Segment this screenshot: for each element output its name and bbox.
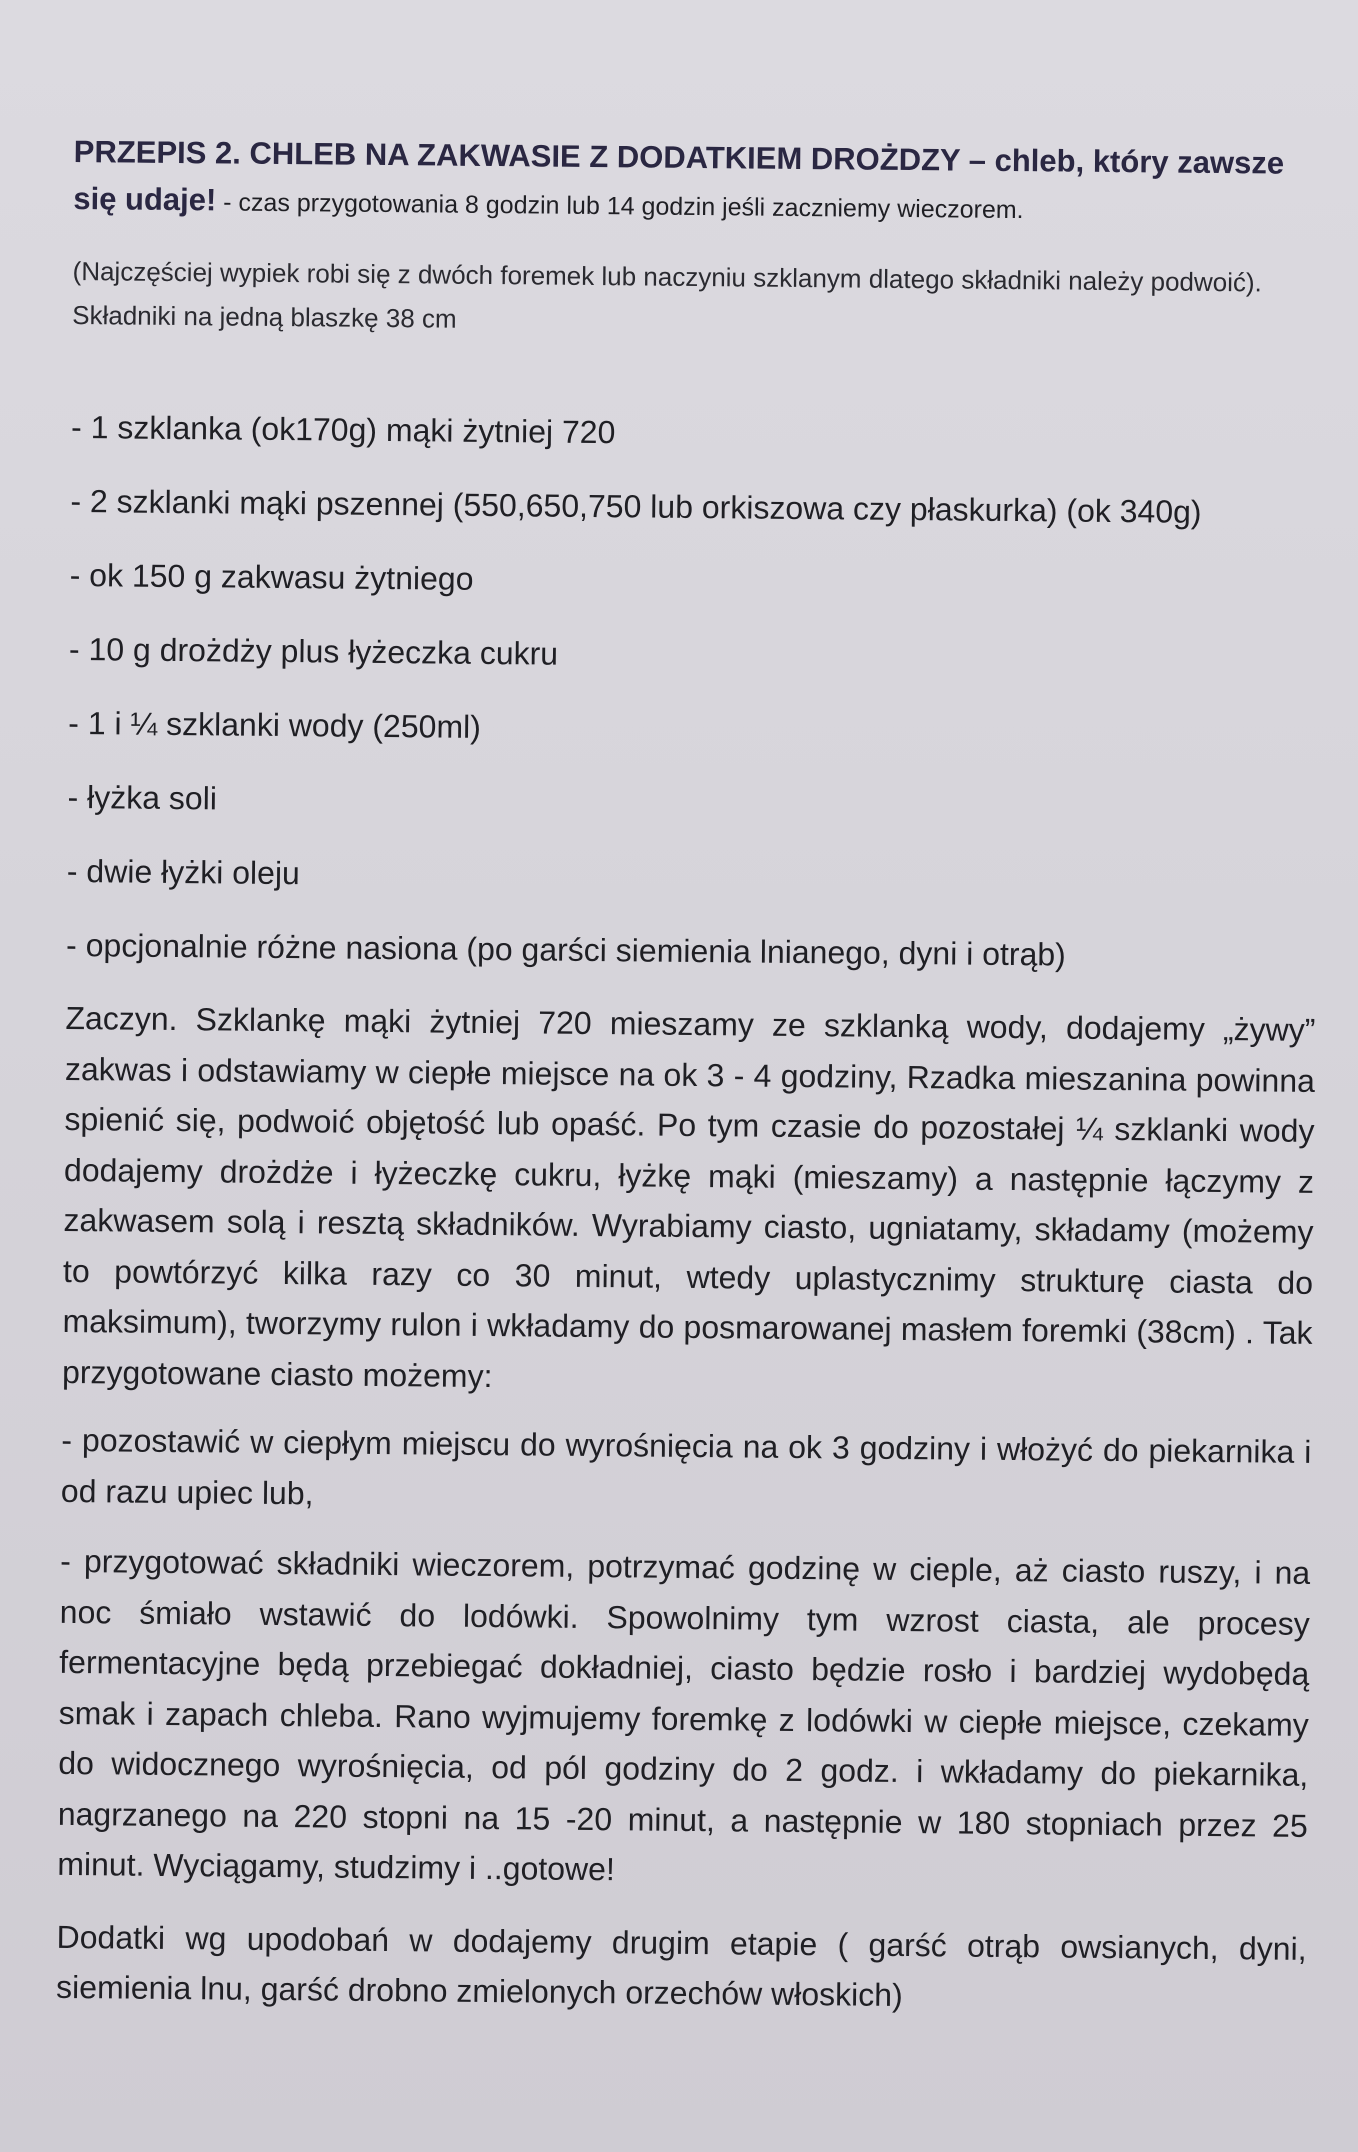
- ingredient-item: - łyżka soli: [67, 778, 218, 817]
- ingredient-item: - 1 i ¼ szklanki wody (250ml): [68, 704, 482, 745]
- ingredient-item: - 2 szklanki mąki pszennej (550,650,750 lub orkiszowa czy płaskurka) (ok 340g): [70, 482, 1202, 530]
- ingredient-item: - 10 g drożdży plus łyżeczka cukru: [68, 630, 559, 672]
- baking-option-overnight: - przygotować składniki wieczorem, potrzymać godzinę w cieple, aż ciasto ruszy, i na noc śmiało wstawić do lodówki. Spowolnimy tym wzrost ciasta, ale procesy fermentacyjne będą przebiegać dokładniej, ciasto będzie rosło i bardziej wydobędą smak i zapach chleba. Rano wyjmujemy foremkę z lodówki w ciepłe miejsce, czekamy do widocznego wyrośnięcia, od pól godziny do 2 godz. i wkładamy do piekarnika, nagrzanego na 220 stopni na 15 -20 minut, a następnie w 180 stopniach przez 25 minut. Wyciągamy, studzimy i ..gotowe!: [57, 1542, 1311, 1888]
- servings-note: (Najczęściej wypiek robi się z dwóch foremek lub naczyniu szklanym dlatego składniki należy podwoić). Składniki na jedną blaszkę 38 cm: [72, 255, 1263, 334]
- ingredient-item: - dwie łyżki oleju: [66, 852, 300, 892]
- recipe-title: [73, 128, 1324, 237]
- ingredient-item: - 1 szklanka (ok170g) mąki żytniej 720: [70, 408, 616, 451]
- ingredient-item: - ok 150 g zakwasu żytniego: [69, 556, 474, 597]
- baking-option-immediate: - pozostawić w ciepłym miejscu do wyrośnięcia na ok 3 godziny i włożyć do piekarnika i od razu upiec lub,: [60, 1421, 1312, 1511]
- recipe-title-bold: PRZEPIS 2. CHLEB NA ZAKWASIE Z DODATKIEM DROŻDZY – chleb, który zawsze się udaje!: [73, 133, 1285, 218]
- preparation-time: - czas przygotowania 8 godzin lub 14 godzin jeśli zaczniemy wieczorem.: [216, 188, 1024, 225]
- ingredient-item: - opcjonalnie różne nasiona (po garści siemienia lnianego, dyni i otrąb): [65, 926, 1066, 973]
- recipe-document: [56, 128, 1324, 2024]
- ingredients-list: [66, 407, 1321, 977]
- preparation-paragraph: Zaczyn. Szklankę mąki żytniej 720 mieszamy ze szklanką wody, dodajemy „żywy” zakwas i odstawiamy w ciepłe miejsce na ok 3 - 4 godziny, Rzadka mieszanina powinna spienić się, podwoić objętość lub opaść. Po tym czasie do pozostałej ¼ szklanki wody dodajemy drożdże i łyżeczkę cukru, łyżkę mąki (mieszamy) a następnie łączymy z zakwasem solą i resztą składników. Wyrabiamy ciasto, ugniatamy, składamy (możemy to powtórzyć kilka razy co 30 minut, wtedy uplastycznimy strukturę ciasta do maksimum), tworzymy rulon i wkładamy do posmarowanej masłem foremki (38cm) . Tak przygotowane ciasto możemy:: [61, 999, 1316, 1394]
- additions-paragraph: Dodatki wg upodobań w dodajemy drugim etapie ( garść otrąb owsianych, dyni, siemienia lnu, garść drobno zmielonych orzechów włoskich): [55, 1918, 1307, 2014]
